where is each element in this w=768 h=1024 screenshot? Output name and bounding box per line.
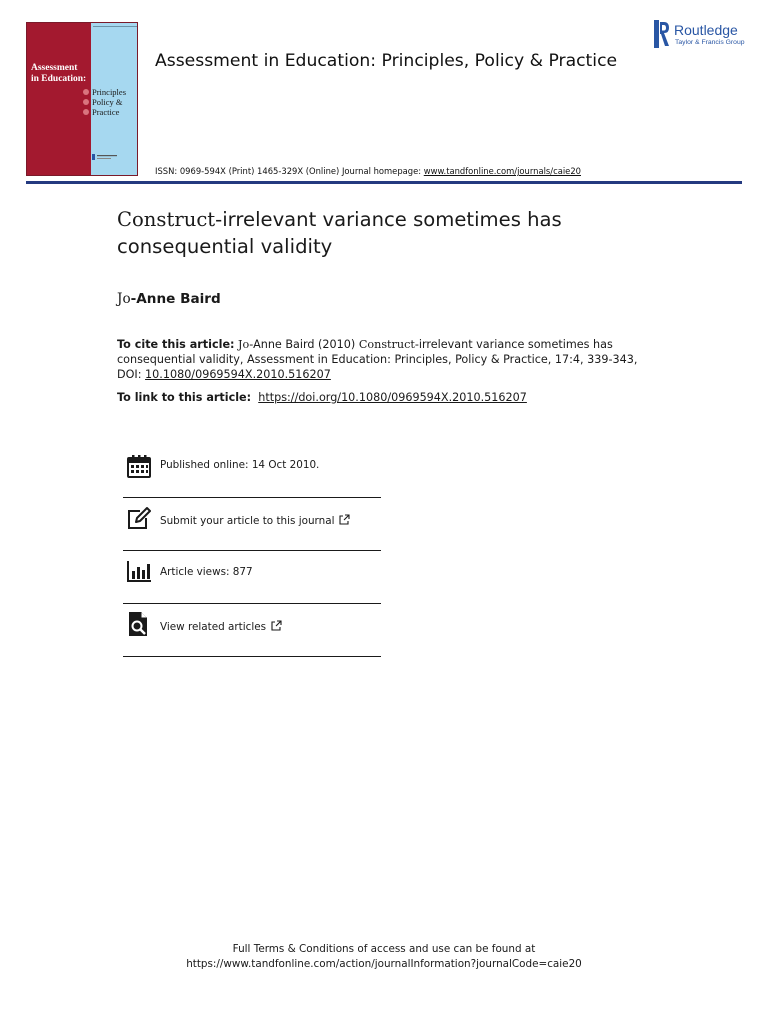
article-views-text: Article views: 877 xyxy=(160,566,253,578)
related-articles-row[interactable] xyxy=(123,610,381,662)
footer-url[interactable]: https://www.tandfonline.com/action/journalInformation?journalCode=caie20 xyxy=(186,958,582,970)
cover-bullet-icon xyxy=(83,109,89,115)
article-views-row xyxy=(123,557,381,609)
publisher-name: Routledge xyxy=(674,22,738,38)
citation-label: To cite this article: xyxy=(117,338,235,351)
cover-title: Assessment in Education: xyxy=(31,63,87,84)
cover-red-panel xyxy=(27,23,91,175)
publisher-group: Taylor & Francis Group xyxy=(675,39,745,46)
published-online-text: Published online: 14 Oct 2010. xyxy=(160,459,320,471)
article-link-line xyxy=(117,391,527,404)
edit-icon xyxy=(126,506,152,532)
external-link-icon xyxy=(339,514,350,525)
calendar-icon xyxy=(126,453,152,479)
cover-bullet-icon xyxy=(83,99,89,105)
link-label: To link to this article: xyxy=(117,391,252,404)
journal-title: Assessment in Education: Principles, Policy & Practice xyxy=(155,51,618,71)
row-divider xyxy=(123,656,381,657)
cover-subtitle: Principles Policy & Practice xyxy=(83,87,138,117)
search-document-icon xyxy=(126,611,152,637)
cover-bullet-icon xyxy=(83,89,89,95)
footer-line1: Full Terms & Conditions of access and use can be found at xyxy=(232,943,536,955)
cover-top-line xyxy=(93,26,137,30)
row-divider xyxy=(123,497,381,498)
footer xyxy=(0,942,768,972)
journal-cover xyxy=(26,22,138,176)
submit-article-link[interactable]: Submit your article to this journal xyxy=(160,514,350,527)
row-divider xyxy=(123,603,381,604)
article-title: Construct-irrelevant variance sometimes has consequential validity xyxy=(117,208,562,258)
citation: To cite this article: Jo-Anne Baird (2010) Construct-irrelevant variance sometimes has consequential validity, Assessment in Education: Principles, Policy & Practice, 17:4, 339-343, DOI: 10.1080/0969594X.2010.516207 xyxy=(117,338,638,381)
cover-publisher-logo xyxy=(91,153,121,161)
submit-article-row[interactable] xyxy=(123,504,381,556)
publisher-logo xyxy=(654,20,754,50)
article-author: Jo-Anne Baird xyxy=(117,291,221,307)
journal-homepage-link[interactable]: www.tandfonline.com/journals/caie20 xyxy=(423,166,581,176)
related-articles-link[interactable]: View related articles xyxy=(160,620,282,633)
issn-line: ISSN: 0969-594X (Print) 1465-329X (Online) Journal homepage: www.tandfonline.com/journals/caie20 xyxy=(155,166,581,176)
routledge-r-icon xyxy=(654,20,670,48)
external-link-icon xyxy=(271,620,282,631)
row-divider xyxy=(123,550,381,551)
doi-link[interactable]: 10.1080/0969594X.2010.516207 xyxy=(145,368,331,381)
article-url-link[interactable]: https://doi.org/10.1080/0969594X.2010.516207 xyxy=(258,391,527,404)
header-divider xyxy=(26,181,742,184)
bar-chart-icon xyxy=(126,559,152,585)
